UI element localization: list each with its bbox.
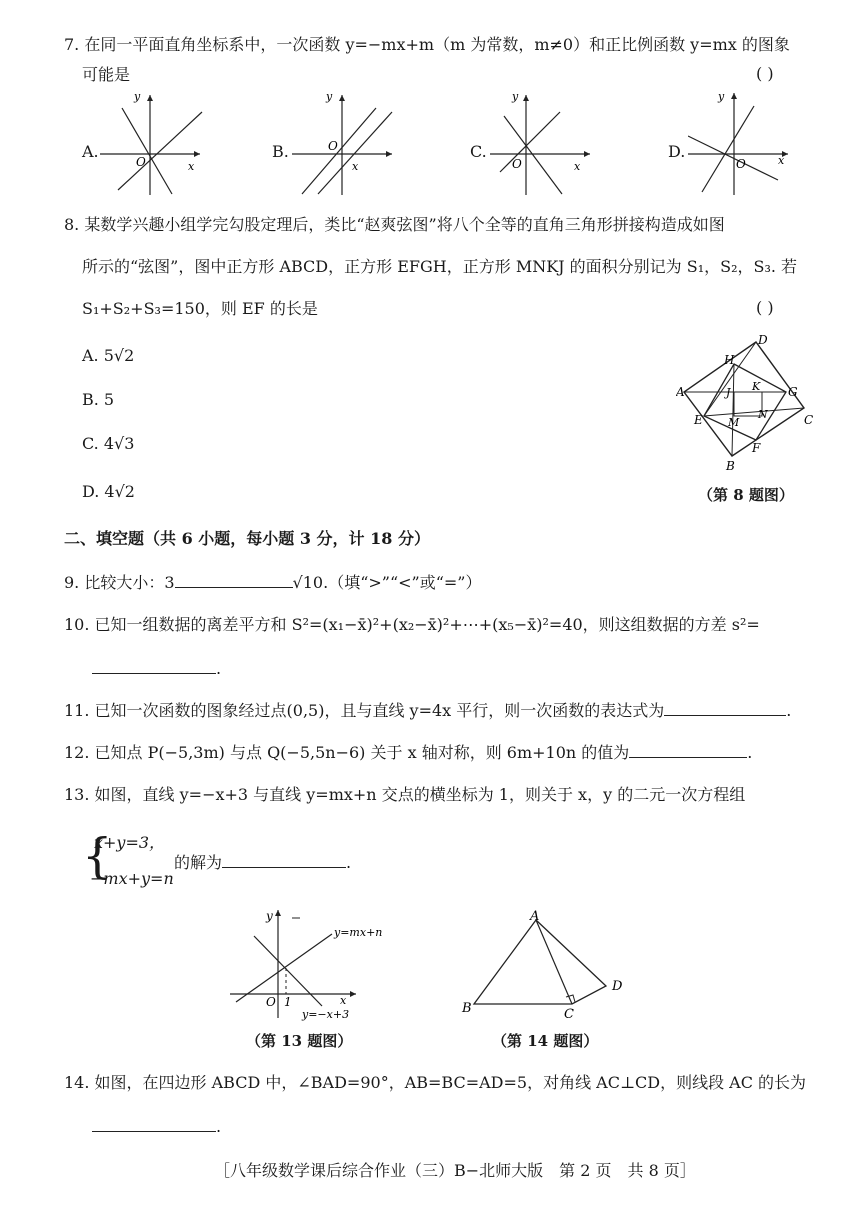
q13-eq1: x+y=3， [94, 833, 166, 852]
q8-label-h: H [724, 353, 735, 367]
q8-label-a: A [676, 385, 685, 399]
q8-option-c: C. 4√3 [82, 434, 135, 453]
q13-origin-label: O [266, 995, 276, 1009]
q7-graph-c [490, 90, 600, 200]
q14-figure [456, 906, 636, 1024]
q13-eq2: −mx+y=n [90, 869, 174, 888]
q8-label-g: G [788, 385, 798, 399]
q13-line1: 13. 如图，直线 y=−x+3 与直线 y=mx+n 交点的横坐标为 1，则关于 x，y 的二元一次方程组 [64, 785, 746, 804]
q7a-x-label: x [188, 160, 195, 173]
q10-answer-blank[interactable] [92, 656, 216, 674]
q14-label-b: B [462, 1001, 472, 1016]
q11-answer-blank[interactable] [664, 698, 786, 716]
q8-line3: S₁+S₂+S₃=150，则 EF 的长是 [82, 299, 318, 318]
q7c-y-label: y [512, 90, 519, 103]
q12-line [64, 740, 752, 764]
q8-answer-paren: ( ) [756, 298, 774, 317]
q8-option-a: A. 5√2 [82, 346, 135, 365]
q7-graph-b [292, 90, 402, 200]
q13-figure [228, 906, 408, 1024]
q7-option-d-label: D. [668, 142, 686, 161]
q7-graph-a [100, 90, 210, 200]
q7d-x-label: x [778, 154, 785, 167]
q10-line2 [92, 656, 221, 680]
q14-label-d: D [612, 979, 623, 994]
q13-caption: （第 13 题图） [246, 1032, 353, 1050]
q13-answer-blank[interactable] [222, 850, 346, 868]
q8-option-b: B. 5 [82, 390, 115, 409]
q13-post: 的解为 [174, 853, 223, 872]
q7b-origin-label: O [328, 139, 338, 153]
q14-label-a: A [530, 909, 540, 924]
q13-line2-label: y=−x+3 [302, 1008, 350, 1021]
q8-label-b: B [726, 459, 735, 473]
q13-end: . [346, 853, 352, 872]
q13-y-label: y [266, 909, 273, 923]
q14-line2 [92, 1114, 221, 1138]
q13-one-label: 1 [284, 995, 292, 1009]
q8-figure [676, 330, 816, 475]
q14-end: . [216, 1117, 222, 1136]
q8-label-d: D [758, 333, 768, 347]
q14-answer-blank[interactable] [92, 1114, 216, 1132]
q7b-y-label: y [326, 90, 333, 103]
q10-end: . [216, 659, 222, 678]
q13-line1-label: y=mx+n [334, 926, 383, 939]
q8-option-d: D. 4√2 [82, 482, 135, 501]
q13-x-label: x [340, 994, 347, 1007]
q14-label-c: C [564, 1007, 574, 1022]
q8-label-m: M [728, 416, 740, 429]
q12-answer-blank[interactable] [629, 740, 747, 758]
q7d-y-label: y [718, 90, 725, 103]
page-footer: ［八年级数学课后综合作业（三）B−北师大版 第 2 页 共 8 页］ [214, 1161, 696, 1180]
q7b-x-label: x [352, 160, 359, 173]
q7d-origin-label: O [736, 157, 746, 171]
q7a-origin-label: O [136, 155, 146, 169]
q7a-y-label: y [134, 90, 141, 103]
q8-label-k: K [752, 380, 761, 393]
q8-label-c: C [804, 413, 814, 427]
q9-post: √10.（填“>”“<”或“=”） [292, 573, 482, 592]
section-2-heading: 二、填空题（共 6 小题，每小题 3 分，计 18 分） [64, 529, 430, 548]
q12-end: . [747, 743, 753, 762]
q11-pre: 11. 已知一次函数的图象经过点(0,5)，且与直线 y=4x 平行，则一次函数的表达式为 [64, 701, 665, 720]
q13-answer-line [174, 850, 351, 874]
q8-label-n: N [758, 408, 768, 421]
q9-answer-blank[interactable] [175, 570, 293, 588]
q7c-origin-label: O [512, 157, 522, 171]
q7-option-c-label: C. [470, 142, 487, 161]
q7-option-b-label: B. [272, 142, 289, 161]
q7-line1: 7. 在同一平面直角坐标系中，一次函数 y=−mx+m（m 为常数，m≠0）和正比例函数 y=mx 的图象 [64, 35, 790, 54]
q7-answer-paren: ( ) [756, 64, 774, 83]
q8-label-j: J [726, 386, 731, 399]
q11-line [64, 698, 791, 722]
q8-label-f: F [752, 441, 761, 455]
q13-brace: { [82, 828, 113, 884]
q7c-x-label: x [574, 160, 581, 173]
q11-end: . [786, 701, 792, 720]
q7-graph-d [688, 88, 798, 200]
q8-label-e: E [694, 413, 703, 427]
q9-line [64, 570, 482, 594]
q7-option-a-label: A. [82, 142, 99, 161]
q8-line1: 8. 某数学兴趣小组学完勾股定理后，类比“赵爽弦图”将八个全等的直角三角形拼接构造成如图 [64, 215, 725, 234]
q14-line1: 14. 如图，在四边形 ABCD 中，∠BAD=90°，AB=BC=AD=5，对角线 AC⊥CD，则线段 AC 的长为 [64, 1073, 807, 1092]
q9-pre: 9. 比较大小：3 [64, 573, 175, 592]
q7-line2: 可能是 [82, 65, 131, 84]
q8-line2: 所示的“弦图”，图中正方形 ABCD，正方形 EFGH，正方形 MNKJ 的面积分别记为 S₁，S₂，S₃. 若 [82, 257, 798, 276]
q8-caption: （第 8 题图） [698, 486, 794, 504]
q12-pre: 12. 已知点 P(−5,3m) 与点 Q(−5,5n−6) 关于 x 轴对称，则 6m+10n 的值为 [64, 743, 630, 762]
q10-line1: 10. 已知一组数据的离差平方和 S²=(x₁−x̄)²+(x₂−x̄)²+⋯+(x₅−x̄)²=40，则这组数据的方差 s²= [64, 615, 760, 634]
q14-caption: （第 14 题图） [492, 1032, 599, 1050]
